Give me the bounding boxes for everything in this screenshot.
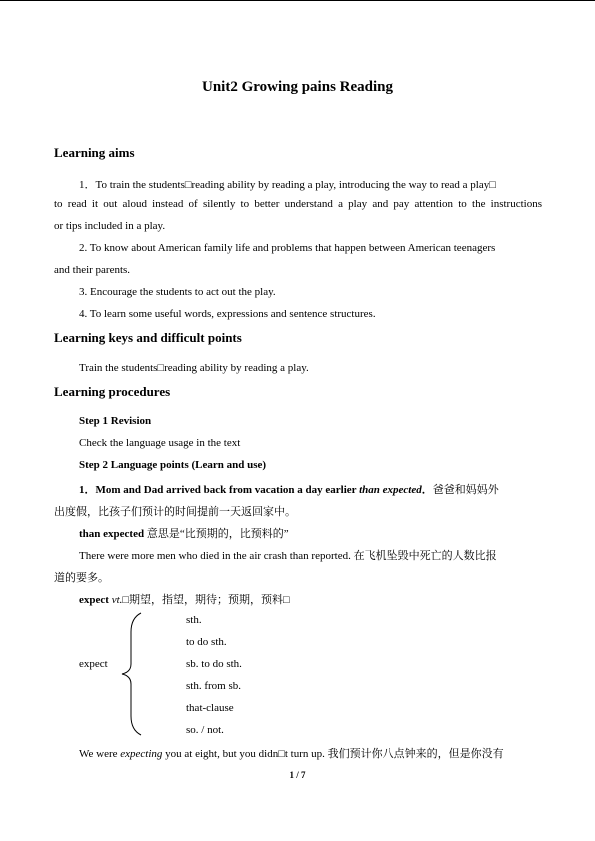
- expect-pos: vt.: [108, 594, 123, 606]
- example-1-line-2: 道的要多。: [54, 572, 109, 584]
- top-rule: [0, 0, 595, 1]
- example-2: [79, 745, 504, 761]
- expect-label: expect: [79, 658, 108, 670]
- point-1-italic-text: than expected: [359, 484, 422, 496]
- aim-2-line-2: and their parents.: [54, 264, 131, 276]
- than-expected-meaning: 意思是“比预期的，比预料的”: [144, 528, 289, 540]
- expect-pattern: sb. to do sth.: [186, 658, 242, 670]
- expect-term: expect: [79, 594, 109, 606]
- aim-2-line-1: 2. To know about American family life and problems that happen between American teenagers: [79, 242, 496, 254]
- example-2-after: you at eight, but you didn□t turn up. 我们预计你八点钟来的，但是你没有: [162, 748, 504, 760]
- expect-definition: [79, 591, 290, 607]
- point-1-period: ．: [421, 484, 433, 496]
- example-1-line-1: There were more men who died in the air crash than reported. 在飞机坠毁中死亡的人数比报: [79, 550, 497, 562]
- point-1-bold-text: 1．Mom and Dad arrived back from vacation a day earlier: [79, 484, 360, 496]
- point-1-chinese-1: 爸爸和妈妈外: [432, 484, 499, 496]
- curly-brace: [121, 612, 143, 736]
- heading-learning-keys: Learning keys and difficult points: [54, 330, 242, 345]
- page-number: 1 / 7: [289, 770, 306, 780]
- expect-meaning: □期望，指望，期待；预期，预料□: [122, 594, 290, 606]
- aim-1-line-1: 1．To train the students□reading ability by reading a play, introducing the way to read a play□: [79, 179, 496, 191]
- heading-learning-procedures: Learning procedures: [54, 384, 171, 399]
- aim-4: 4. To learn some useful words, expressions and sentence structures.: [79, 308, 376, 320]
- step-2-title: Step 2 Language points (Learn and use): [79, 459, 267, 471]
- expect-pattern: to do sth.: [186, 636, 227, 648]
- example-2-italic: expecting: [120, 748, 163, 760]
- aim-1-line-3: or tips included in a play.: [54, 220, 166, 232]
- than-expected-term: than expected: [79, 528, 145, 540]
- expect-pattern: sth. from sb.: [186, 680, 241, 692]
- expect-pattern: sth.: [186, 614, 202, 626]
- aim-3: 3. Encourage the students to act out the play.: [79, 286, 276, 298]
- heading-learning-aims: Learning aims: [54, 145, 135, 160]
- step-1-text: Check the language usage in the text: [79, 437, 241, 449]
- expect-pattern: that-clause: [186, 702, 234, 714]
- page-title: Unit2 Growing pains Reading: [201, 79, 393, 95]
- than-expected-note: [79, 525, 289, 541]
- aim-1-line-2: to read it out aloud instead of silently to better understand a play and pay attention to the instructions: [54, 198, 542, 210]
- keys-text: Train the students□reading ability by reading a play.: [79, 362, 309, 374]
- expect-pattern: so. / not.: [186, 724, 224, 736]
- example-2-before: We were: [79, 748, 121, 760]
- point-1-line-2: 出度假，比孩子们预计的时间提前一天返回家中。: [54, 506, 296, 518]
- step-1-title: Step 1 Revision: [79, 415, 152, 427]
- point-1-line-1: [79, 481, 499, 497]
